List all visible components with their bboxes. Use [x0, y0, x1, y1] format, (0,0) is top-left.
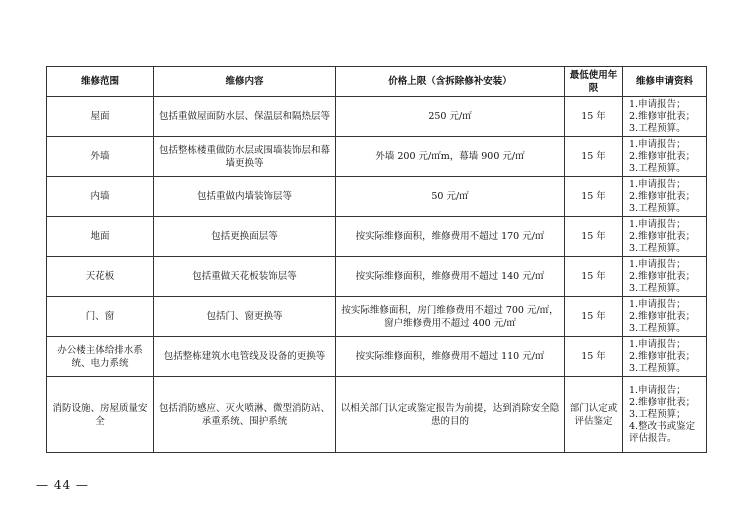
doc-item: 2.维修审批表；: [629, 190, 696, 202]
cell-content: 包括整栋建筑水电管线及设备的更换等: [154, 337, 336, 377]
header-content: 维修内容: [154, 67, 336, 97]
table-row: [47, 97, 707, 137]
doc-item: 2.维修审批表；: [629, 270, 696, 282]
cell-docs: [623, 297, 707, 337]
table-row: [47, 377, 707, 453]
cell-scope: 天花板: [47, 257, 154, 297]
doc-item: 3.工程预算；: [629, 408, 686, 420]
doc-item: 3.工程预算。: [629, 122, 686, 134]
doc-item: 2.维修审批表；: [629, 110, 696, 122]
doc-item: 2.维修审批表；: [629, 150, 696, 162]
cell-docs: [623, 137, 707, 177]
cell-years: 15 年: [565, 97, 623, 137]
cell-years: 15 年: [565, 217, 623, 257]
cell-price: 按实际维修面积，维修费用不超过 110 元/㎡: [336, 337, 565, 377]
cell-content: 包括整栋楼重做防水层或围墙装饰层和幕墙更换等: [154, 137, 336, 177]
table-row: [47, 217, 707, 257]
cell-price: 按实际维修面积，维修费用不超过 140 元/㎡: [336, 257, 565, 297]
cell-docs: [623, 97, 707, 137]
cell-docs: [623, 257, 707, 297]
cell-content: 包括更换面层等: [154, 217, 336, 257]
header-scope: 维修范围: [47, 67, 154, 97]
table-header-row: [47, 67, 707, 97]
header-price: 价格上限（含拆除修补安装）: [336, 67, 565, 97]
cell-price: 外墙 200 元/㎡m，幕墙 900 元/㎡: [336, 137, 565, 177]
header-docs: 维修申请资料: [623, 67, 707, 97]
cell-price: 以相关部门认定或鉴定报告为前提，达到消除安全隐患的目的: [336, 377, 565, 453]
cell-price: 250 元/㎡: [336, 97, 565, 137]
cell-content: 包括重做天花板装饰层等: [154, 257, 336, 297]
doc-item: 3.工程预算。: [629, 322, 686, 334]
cell-price: 50 元/㎡: [336, 177, 565, 217]
doc-item: 1.申请报告；: [629, 338, 686, 350]
table-row: [47, 257, 707, 297]
cell-content: 包括消防感应、灭火喷淋、微型消防站、承重系统、围护系统: [154, 377, 336, 453]
doc-item: 3.工程预算。: [629, 362, 686, 374]
doc-item: 3.工程预算。: [629, 202, 686, 214]
cell-price: 按实际维修面积，维修费用不超过 170 元/㎡: [336, 217, 565, 257]
cell-price: 按实际维修面积，房门维修费用不超过 700 元/㎡，窗户维修费用不超过 400 元/㎡: [336, 297, 565, 337]
cell-scope: 地面: [47, 217, 154, 257]
doc-item: 4.整改书或鉴定评估报告。: [629, 420, 696, 444]
cell-content: 包括门、窗更换等: [154, 297, 336, 337]
cell-scope: 消防设施、房屋质量安全: [47, 377, 154, 453]
table-row: [47, 337, 707, 377]
cell-years: 部门认定或评估鉴定: [565, 377, 623, 453]
doc-item: 2.维修审批表；: [629, 350, 696, 362]
cell-scope: 内墙: [47, 177, 154, 217]
cell-docs: [623, 337, 707, 377]
cell-years: 15 年: [565, 337, 623, 377]
cell-scope: 屋面: [47, 97, 154, 137]
doc-item: 1.申请报告；: [629, 218, 686, 230]
doc-item: 1.申请报告；: [629, 98, 686, 110]
doc-item: 2.维修审批表；: [629, 310, 696, 322]
doc-item: 1.申请报告；: [629, 298, 686, 310]
table-row: [47, 137, 707, 177]
cell-docs: [623, 377, 707, 453]
cell-years: 15 年: [565, 297, 623, 337]
renovation-cost-table-sheet: [46, 66, 706, 453]
doc-item: 1.申请报告；: [629, 178, 686, 190]
header-years: 最低使用年限: [565, 67, 623, 97]
cell-years: 15 年: [565, 257, 623, 297]
table-row: [47, 297, 707, 337]
doc-item: 3.工程预算。: [629, 242, 686, 254]
cell-scope: 门、窗: [47, 297, 154, 337]
doc-item: 1.申请报告；: [629, 258, 686, 270]
cell-scope: 办公楼主体给排水系统、电力系统: [47, 337, 154, 377]
page-number: — 44 —: [36, 478, 89, 492]
doc-item: 1.申请报告；: [629, 384, 686, 396]
cell-docs: [623, 217, 707, 257]
cell-content: 包括重做内墙装饰层等: [154, 177, 336, 217]
doc-item: 2.维修审批表；: [629, 230, 696, 242]
renovation-cost-table: [46, 66, 707, 453]
cell-years: 15 年: [565, 177, 623, 217]
doc-item: 1.申请报告；: [629, 138, 686, 150]
cell-years: 15 年: [565, 137, 623, 177]
cell-content: 包括重做屋面防水层、保温层和隔热层等: [154, 97, 336, 137]
table-body: [47, 97, 707, 453]
doc-item: 3.工程预算。: [629, 162, 686, 174]
cell-scope: 外墙: [47, 137, 154, 177]
doc-item: 2.维修审批表；: [629, 396, 696, 408]
table-row: [47, 177, 707, 217]
doc-item: 3.工程预算。: [629, 282, 686, 294]
cell-docs: [623, 177, 707, 217]
